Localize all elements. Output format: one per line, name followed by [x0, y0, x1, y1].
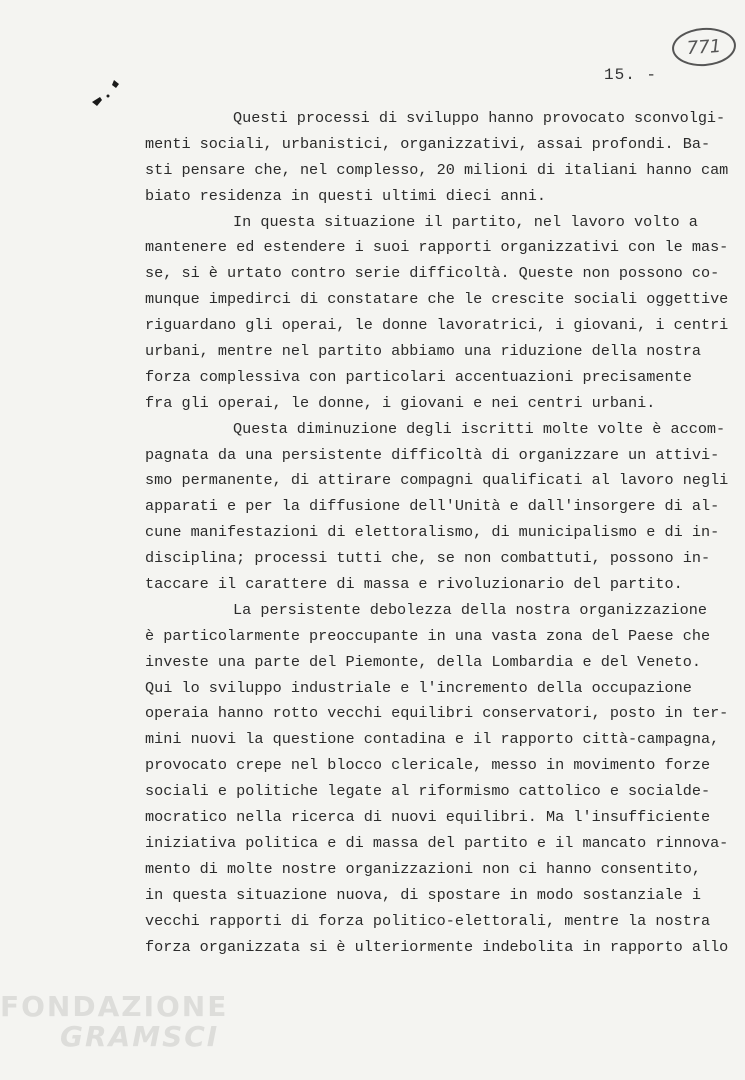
text-line: fra gli operai, le donne, i giovani e nei centri urbani. — [145, 393, 656, 412]
text-line: sociali e politiche legate al riformismo cattolico e socialde- — [145, 782, 711, 801]
text-line: se, si è urtato contro serie difficoltà. Queste non possono co- — [145, 264, 720, 283]
text-line: pagnata da una persistente difficoltà di organizzare un attivi- — [145, 445, 720, 464]
text-line: La persistente debolezza della nostra organizzazione — [233, 600, 707, 619]
text-line: investe una parte del Piemonte, della Lombardia e del Veneto. — [145, 652, 701, 671]
stamp-number: 771 — [686, 35, 722, 59]
text-line: Questi processi di sviluppo hanno provocato sconvolgi- — [233, 109, 726, 127]
archive-stamp — [671, 26, 737, 68]
text-line: operaia hanno rotto vecchi equilibri conservatori, posto in ter- — [145, 704, 729, 723]
text-line: cune manifestazioni di elettoralismo, di municipalismo e di in- — [145, 523, 720, 542]
text-line: biato residenza in questi ultimi dieci anni. — [145, 186, 547, 205]
text-line: taccare il carattere di massa e rivoluzionario del partito. — [145, 575, 683, 594]
text-line: vecchi rapporti di forza politico-elettorali, mentre la nostra — [145, 911, 711, 930]
text-line: munque impedirci di constatare che le crescite sociali oggettive — [145, 290, 729, 309]
ink-mark-icon — [88, 76, 128, 116]
text-line: apparati e per la diffusione dell'Unità e dall'insorgere di al- — [145, 497, 720, 516]
text-line: menti sociali, urbanistici, organizzativi, assai profondi. Ba- — [145, 134, 711, 153]
text-line: smo permanente, di attirare compagni qualificati al lavoro negli — [145, 471, 729, 490]
watermark — [0, 992, 228, 1052]
body-text — [145, 106, 729, 960]
text-line: Questa diminuzione degli iscritti molte volte è accom- — [233, 419, 726, 438]
text-line: In questa situazione il partito, nel lavoro volto a — [233, 212, 698, 231]
page-number: 15. - — [604, 66, 658, 84]
text-line: in questa situazione nuova, di spostare in modo sostanziale i — [145, 885, 701, 904]
text-line: è particolarmente preoccupante in una vasta zona del Paese che — [145, 626, 711, 645]
text-line: mocratico nella ricerca di nuovi equilibri. Ma l'insufficiente — [145, 808, 711, 827]
text-line: Qui lo sviluppo industriale e l'incremento della occupazione — [145, 678, 692, 697]
text-line: urbani, mentre nel partito abbiamo una riduzione della nostra — [145, 342, 701, 361]
text-line: provocato crepe nel blocco clericale, messo in movimento forze — [145, 756, 711, 775]
text-line: mento di molte nostre organizzazioni non ci hanno consentito, — [145, 859, 701, 878]
text-line: iniziativa politica e di massa del partito e il mancato rinnova- — [145, 833, 729, 852]
text-line: forza complessiva con particolari accentuazioni precisamente — [145, 367, 692, 386]
text-line: riguardano gli operai, le donne lavoratrici, i giovani, i centri — [145, 316, 729, 335]
watermark-line-1: FONDAZIONE — [0, 990, 229, 1023]
text-line: disciplina; processi tutti che, se non combattuti, possono in- — [145, 549, 711, 568]
text-line: mantenere ed estendere i suoi rapporti organizzativi con le mas- — [145, 238, 729, 257]
text-line: forza organizzata si è ulteriormente indebolita in rapporto allo — [145, 937, 729, 956]
text-line: sti pensare che, nel complesso, 20 milioni di italiani hanno cam — [145, 160, 729, 179]
watermark-line-2: GRAMSCI — [60, 1020, 220, 1053]
text-line: mini nuovi la questione contadina e il rapporto città-campagna, — [145, 730, 720, 749]
